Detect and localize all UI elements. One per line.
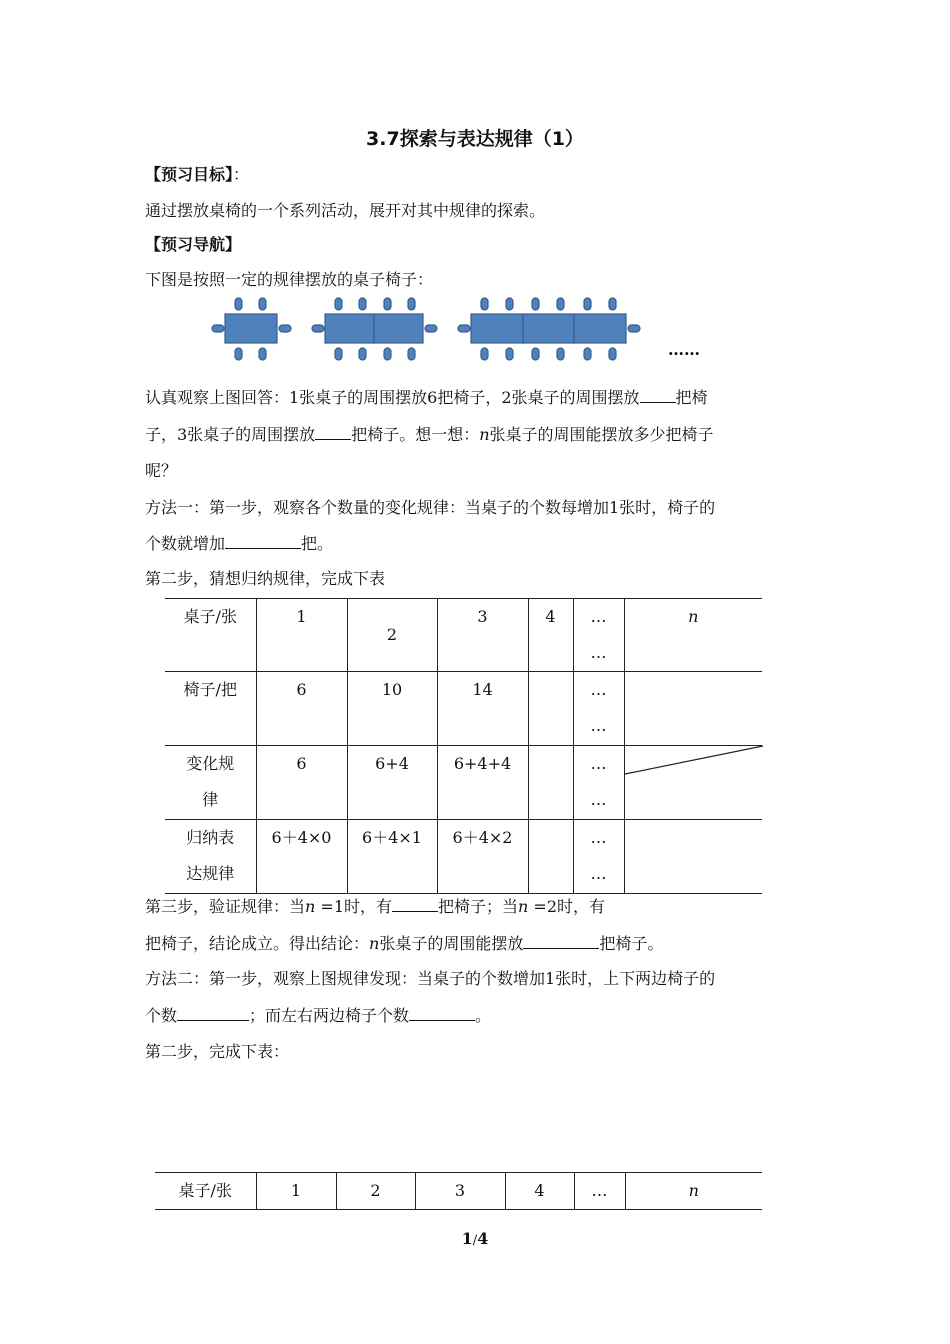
chair-shape	[481, 348, 488, 360]
method2-line-1: 方法二：第一步，观察上图规律发现：当桌子的个数增加1张时，上下两边椅子的	[145, 969, 716, 988]
chair-shape	[235, 348, 242, 360]
row-head: 桌子/张	[155, 1173, 256, 1210]
table-cell: 6＋4×1	[347, 820, 437, 894]
page-number	[0, 1229, 950, 1248]
q2-text-b: 把椅子。想一想：	[351, 425, 480, 444]
table-cell: 6＋4×0	[256, 820, 347, 894]
table-cell-n[interactable]: n	[624, 599, 762, 672]
question-line-2	[145, 422, 714, 445]
answer-blank[interactable]	[315, 423, 351, 440]
row-head-line: 变化规	[186, 754, 235, 773]
dots: …	[590, 680, 607, 699]
method1-line-1: 方法一：第一步，观察各个数量的变化规律：当桌子的个数每增加1张时，椅子的	[145, 498, 716, 517]
table-row	[165, 746, 762, 820]
question-line-3: 呢？	[145, 461, 178, 480]
m2-text: 。	[475, 1006, 492, 1025]
chair-shape	[584, 298, 591, 310]
table-cell: 4	[528, 599, 573, 672]
table-group-1	[212, 298, 291, 360]
chair-shape	[359, 348, 366, 360]
dots: …	[590, 864, 607, 883]
chair-shape	[609, 298, 616, 310]
dots-cell	[573, 820, 624, 894]
variable-n: n	[369, 934, 380, 953]
table-row	[165, 672, 762, 746]
chair-shape	[609, 348, 616, 360]
answer-blank[interactable]	[409, 1004, 475, 1021]
row-head	[165, 746, 256, 820]
table-cell: 2	[347, 599, 437, 672]
table-cell: 4	[505, 1173, 574, 1210]
table-cell[interactable]	[624, 672, 762, 746]
table-cell: 3	[437, 599, 528, 672]
dots-cell	[573, 672, 624, 746]
method2-line-2	[145, 1003, 491, 1026]
dots: …	[590, 607, 607, 626]
chair-shape	[506, 298, 513, 310]
table-cell: 6+4+4	[437, 746, 528, 820]
table-cell: 6	[256, 746, 347, 820]
chair-shape	[532, 298, 539, 310]
table-cell: 1	[256, 1173, 336, 1210]
chair-shape	[458, 325, 470, 332]
answer-blank[interactable]	[177, 1004, 249, 1021]
dots: …	[590, 754, 607, 773]
table-cell: 6	[256, 672, 347, 746]
goal-text: 通过摆放桌椅的一个系列活动，展开对其中规律的探索。	[145, 201, 546, 220]
dots: …	[590, 790, 607, 809]
step3-line-2	[145, 931, 663, 954]
chair-shape	[259, 348, 266, 360]
tables-chairs-figure	[0, 292, 950, 372]
page-separator: /	[472, 1233, 478, 1248]
chair-shape	[532, 348, 539, 360]
table-2	[155, 1172, 762, 1210]
answer-blank[interactable]	[225, 532, 301, 549]
chair-shape	[506, 348, 513, 360]
chair-shape	[335, 298, 342, 310]
step3-text: 把椅子，结论成立。得出结论：	[145, 934, 370, 953]
table-cell[interactable]	[528, 746, 573, 820]
page-title: 3.7探索与表达规律（1）	[366, 128, 584, 150]
diagonal-cell	[624, 746, 762, 820]
m1-text-c: 把。	[301, 534, 334, 553]
chair-shape	[384, 298, 391, 310]
table-shape	[225, 314, 277, 343]
m2-text: ；而左右两边椅子个数	[249, 1006, 410, 1025]
goal-line	[145, 162, 249, 185]
table-cell: 2	[336, 1173, 415, 1210]
q2-text-a: 子，3张桌子的周围摆放	[145, 425, 316, 444]
step3-text: 把椅子；当	[438, 897, 519, 916]
dots-cell	[573, 599, 624, 672]
table-cell: 10	[347, 672, 437, 746]
m1-text-b: 个数就增加	[145, 534, 226, 553]
row-head-line: 归纳表	[186, 828, 235, 847]
row-head	[165, 820, 256, 894]
table-row	[165, 599, 762, 672]
dots: …	[590, 828, 607, 847]
nav-heading: 【预习导航】	[145, 235, 242, 254]
step3-text: 把椅子。	[599, 934, 664, 953]
table-shape	[374, 314, 423, 343]
intro-text: 下图是按照一定的规律摆放的桌子椅子：	[145, 270, 434, 289]
row-head-line: 律	[202, 790, 219, 809]
chair-shape	[481, 298, 488, 310]
dots-cell	[573, 746, 624, 820]
step3-text: =2时，有	[528, 897, 606, 916]
table-shape	[523, 314, 574, 343]
answer-blank[interactable]	[640, 386, 676, 403]
chair-shape	[359, 298, 366, 310]
step3-text: 第三步，验证规律：当	[145, 897, 306, 916]
figure-ellipsis: ……	[668, 340, 700, 359]
variable-n: n	[479, 425, 490, 444]
rule-table	[165, 598, 762, 894]
question-line-1	[145, 385, 708, 408]
chair-shape	[279, 325, 291, 332]
table-cell: 6+4	[347, 746, 437, 820]
step3-line-1	[145, 894, 605, 917]
answer-blank[interactable]	[523, 932, 599, 949]
chair-shape	[408, 298, 415, 310]
step3-text: 张桌子的周围能摆放	[379, 934, 524, 953]
table-shape	[574, 314, 626, 343]
table-row	[155, 1173, 762, 1210]
q2-text-c: 张桌子的周围能摆放多少把椅子	[489, 425, 714, 444]
chair-shape	[259, 298, 266, 310]
table-cell: 3	[415, 1173, 505, 1210]
dots-cell: …	[574, 1173, 625, 1210]
q1-text-b: 把椅	[675, 388, 708, 407]
chair-shape	[628, 325, 640, 332]
chair-shape	[557, 298, 564, 310]
dots: …	[590, 716, 607, 735]
chair-shape	[312, 325, 324, 332]
table-cell[interactable]	[528, 672, 573, 746]
answer-blank[interactable]	[392, 895, 438, 912]
table-cell[interactable]	[624, 820, 762, 894]
table-row	[165, 820, 762, 894]
row-head: 桌子/张	[165, 599, 256, 672]
table-shape	[471, 314, 523, 343]
method1-line-2	[145, 531, 333, 554]
table-group-3	[458, 298, 640, 360]
goal-heading: 【预习目标】	[145, 165, 234, 184]
step2-line: 第二步，猜想归纳规律，完成下表	[145, 569, 386, 588]
variable-n: n	[518, 897, 529, 916]
dots: …	[590, 643, 607, 662]
chair-shape	[384, 348, 391, 360]
chair-shape	[425, 325, 437, 332]
row-head: 椅子/把	[165, 672, 256, 746]
step3-text: =1时，有	[315, 897, 393, 916]
goal-colon: ：	[233, 165, 250, 184]
row-head-line: 达规律	[186, 864, 235, 883]
chair-shape	[212, 325, 224, 332]
chair-shape	[584, 348, 591, 360]
chair-shape	[235, 298, 242, 310]
variable-n: n	[305, 897, 316, 916]
table-shape	[325, 314, 374, 343]
chair-shape	[557, 348, 564, 360]
q1-text-a: 认真观察上图回答：1张桌子的周围摆放6把椅子，2张桌子的周围摆放	[145, 388, 640, 407]
page-current: 1	[461, 1229, 473, 1248]
table-cell[interactable]	[528, 820, 573, 894]
table-cell: 14	[437, 672, 528, 746]
chair-shape	[335, 348, 342, 360]
table-cell: 6＋4×2	[437, 820, 528, 894]
m2-text: 个数	[145, 1006, 178, 1025]
method2-step2: 第二步，完成下表：	[145, 1042, 290, 1061]
table-cell: 1	[256, 599, 347, 672]
chair-shape	[408, 348, 415, 360]
page-total: 4	[477, 1229, 489, 1248]
table-cell-n: n	[625, 1173, 762, 1210]
diagonal-line	[625, 746, 763, 820]
table-group-2	[312, 298, 437, 360]
